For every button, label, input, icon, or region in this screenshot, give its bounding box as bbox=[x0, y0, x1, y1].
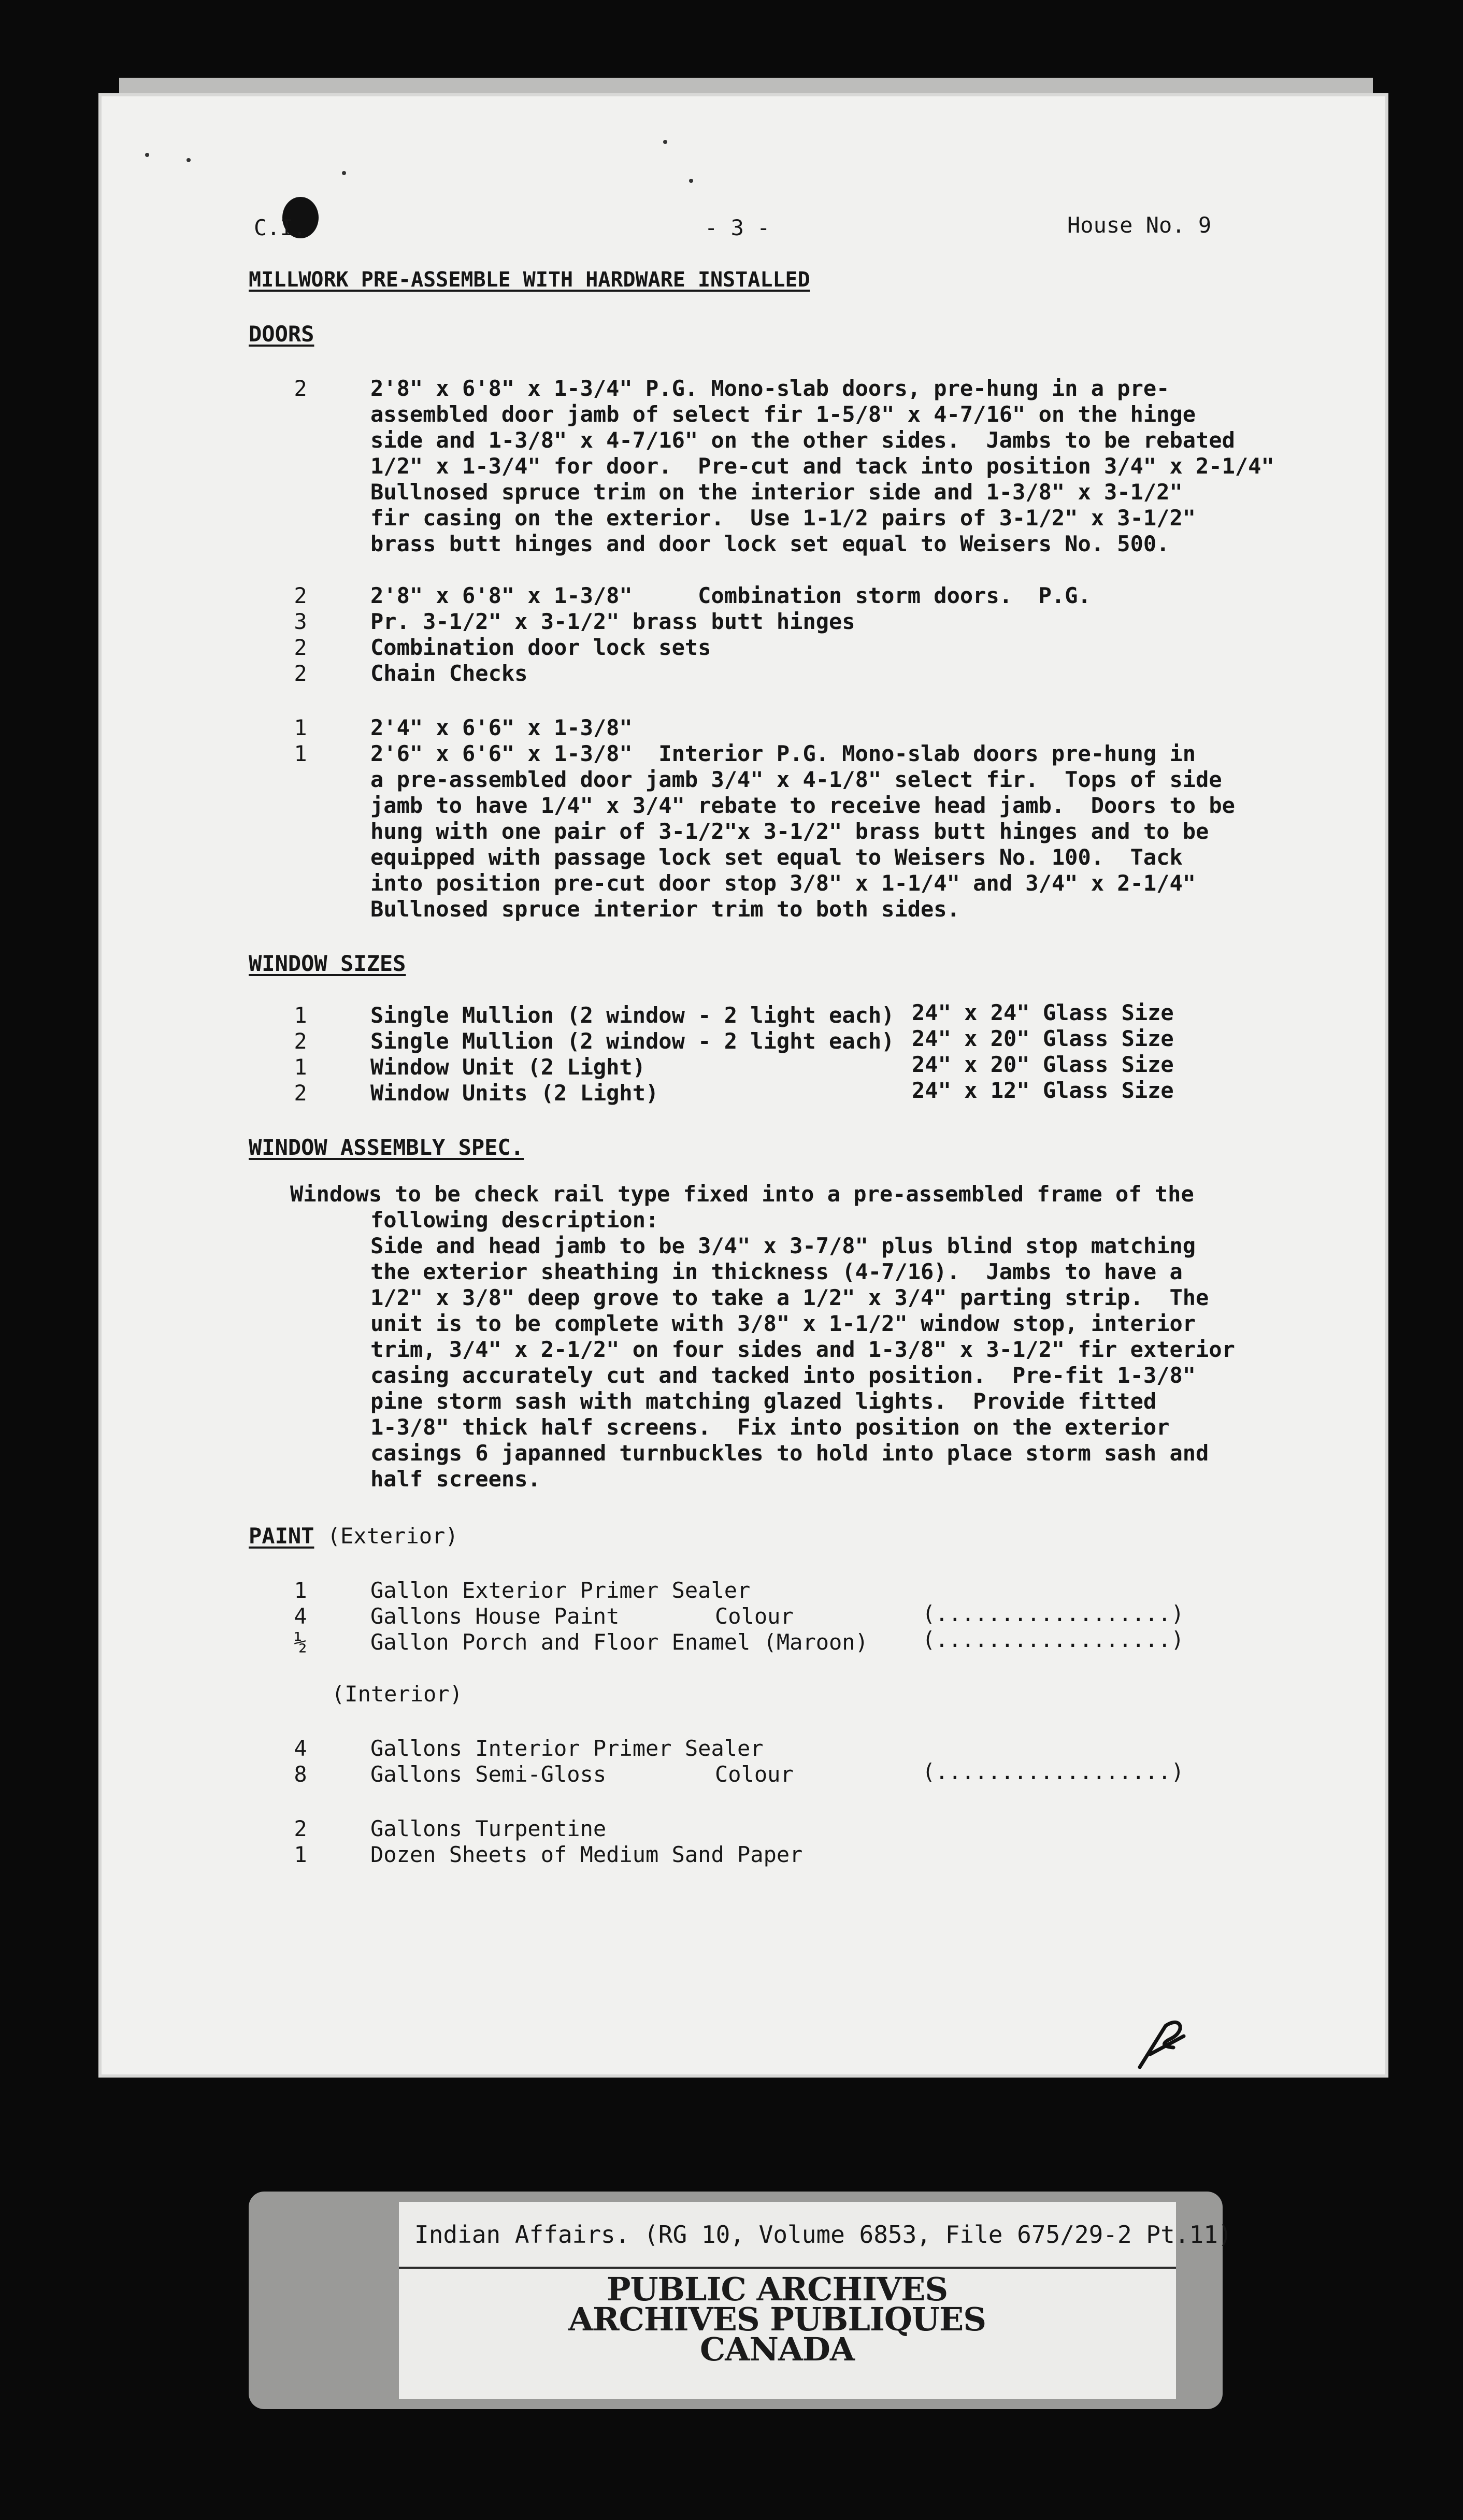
text-line: Bullnosed spruce interior trim to both sides. bbox=[370, 896, 960, 922]
archive-stamp bbox=[544, 2270, 1010, 2368]
list-item-text: 2'4" x 6'6" x 1-3/8" bbox=[370, 715, 633, 740]
list-item-qty: 1 bbox=[294, 741, 307, 766]
list-item-text: Combination door lock sets bbox=[370, 635, 711, 660]
paint-desc: Gallon Porch and Floor Enamel (Maroon) bbox=[370, 1629, 868, 1655]
text-line: brass butt hinges and door lock set equal to Weisers No. 500. bbox=[370, 531, 1170, 556]
text-line: casings 6 japanned turnbuckles to hold into place storm sash and bbox=[370, 1440, 1209, 1466]
window-row-qty: 1 bbox=[294, 1054, 307, 1080]
text-line: into position pre-cut door stop 3/8" x 1-1/4" and 3/4" x 2-1/4" bbox=[370, 870, 1196, 896]
house-number: House No. 9 bbox=[1067, 212, 1212, 238]
window-row-qty: 2 bbox=[294, 1080, 307, 1106]
window-assembly-heading: WINDOW ASSEMBLY SPEC. bbox=[249, 1135, 524, 1160]
paint-desc: Gallons House Paint bbox=[370, 1603, 620, 1629]
speck bbox=[663, 140, 667, 144]
text-line: side and 1-3/8" x 4-7/16" on the other sides. Jambs to be rebated bbox=[370, 427, 1235, 453]
text-line: Side and head jamb to be 3/4" x 3-7/8" plus blind stop matching bbox=[370, 1233, 1196, 1258]
page-number: - 3 - bbox=[705, 215, 770, 240]
paint-qty: 4 bbox=[294, 1736, 307, 1761]
paint-desc: Gallons Turpentine bbox=[370, 1816, 607, 1841]
text-line: hung with one pair of 3-1/2"x 3-1/2" brass butt hinges and to be bbox=[370, 819, 1209, 844]
page-title: MILLWORK PRE-ASSEMBLE WITH HARDWARE INSTALLED bbox=[249, 268, 810, 292]
paint-colour-label: Colour bbox=[715, 1762, 794, 1787]
paint-colour-label: Colour bbox=[715, 1603, 794, 1629]
text-line: Bullnosed spruce trim on the interior side and 1-3/8" x 3-1/2" bbox=[370, 479, 1183, 505]
speck bbox=[187, 158, 191, 162]
text-line: fir casing on the exterior. Use 1-1/2 pairs of 3-1/2" x 3-1/2" bbox=[370, 505, 1196, 531]
text-line: equipped with passage lock set equal to Weisers No. 100. Tack bbox=[370, 844, 1183, 870]
paint-colour-blank: (..................) bbox=[922, 1627, 1184, 1652]
paint-colour-blank: (..................) bbox=[922, 1601, 1184, 1626]
paint-desc: Gallons Interior Primer Sealer bbox=[370, 1736, 764, 1761]
paint-qty: 1 bbox=[294, 1578, 307, 1603]
window-row-size: 24" x 24" Glass Size bbox=[912, 1000, 1174, 1025]
text-line: 1/2" x 3/8" deep grove to take a 1/2" x 3/4" parting strip. The bbox=[370, 1285, 1209, 1310]
doors-item1-text bbox=[370, 376, 1293, 557]
list-item-text: Pr. 3-1/2" x 3-1/2" brass butt hinges bbox=[370, 609, 855, 634]
text-line: assembled door jamb of select fir 1-5/8" x 4-7/16" on the hinge bbox=[370, 402, 1196, 427]
text-line: pine storm sash with matching glazed lights. Provide fitted bbox=[370, 1388, 1157, 1414]
list-item-text: Chain Checks bbox=[370, 661, 528, 686]
paint-qty: 2 bbox=[294, 1816, 307, 1841]
text-line: 1-3/8" thick half screens. Fix into position on the exterior bbox=[370, 1414, 1170, 1440]
list-item-text: 2'8" x 6'8" x 1-3/8" Combination storm doors. P.G. bbox=[370, 583, 1091, 608]
stamp-line: PUBLIC ARCHIVES bbox=[606, 2270, 948, 2308]
text-line: 2'8" x 6'8" x 1-3/4" P.G. Mono-slab doors, pre-hung in a pre- bbox=[370, 376, 1170, 401]
handwritten-initial bbox=[1135, 2015, 1192, 2072]
window-row-size: 24" x 20" Glass Size bbox=[912, 1052, 1174, 1077]
speck bbox=[342, 171, 346, 175]
speck bbox=[689, 179, 693, 183]
paint-interior-label: (Interior) bbox=[332, 1681, 463, 1707]
archive-reference: Indian Affairs. (RG 10, Volume 6853, File 675/29-2 Pt.11) bbox=[414, 2221, 1232, 2249]
window-row-size: 24" x 20" Glass Size bbox=[912, 1026, 1174, 1051]
doors-heading: DOORS bbox=[249, 321, 314, 347]
window-row-desc: Window Unit (2 Light) bbox=[370, 1054, 646, 1080]
list-item-qty: 2 bbox=[294, 661, 307, 686]
speck bbox=[145, 153, 149, 157]
window-row-desc: Single Mullion (2 window - 2 light each) bbox=[370, 1003, 895, 1028]
text-line: following description: bbox=[370, 1207, 659, 1233]
paint-qty: 1 bbox=[294, 1842, 307, 1867]
window-row-qty: 2 bbox=[294, 1028, 307, 1054]
paint-heading-row bbox=[249, 1523, 458, 1549]
window-row-desc: Single Mullion (2 window - 2 light each) bbox=[370, 1028, 895, 1054]
paint-qty: 4 bbox=[294, 1603, 307, 1629]
text-line: a pre-assembled door jamb 3/4" x 4-1/8" select fir. Tops of side bbox=[370, 767, 1222, 792]
doors-item1-qty: 2 bbox=[294, 376, 307, 401]
paint-exterior-label: (Exterior) bbox=[327, 1523, 458, 1549]
list-item-qty: 2 bbox=[294, 635, 307, 660]
paint-qty: 8 bbox=[294, 1762, 307, 1787]
paint-heading: PAINT bbox=[249, 1523, 314, 1549]
stamp-line: ARCHIVES PUBLIQUES bbox=[568, 2300, 986, 2338]
window-assembly-intro: Windows to be check rail type fixed into a pre-assembled frame of the bbox=[290, 1181, 1194, 1207]
window-row-qty: 1 bbox=[294, 1003, 307, 1028]
text-line: half screens. bbox=[370, 1466, 541, 1492]
text-line: jamb to have 1/4" x 3/4" rebate to receive head jamb. Doors to be bbox=[370, 793, 1235, 818]
window-row-desc: Window Units (2 Light) bbox=[370, 1080, 659, 1106]
header-left: C.I. bbox=[254, 215, 307, 240]
text-line: casing accurately cut and tacked into position. Pre-fit 1-3/8" bbox=[370, 1363, 1196, 1388]
paint-desc: Gallon Exterior Primer Sealer bbox=[370, 1578, 751, 1603]
paint-desc: Gallons Semi-Gloss bbox=[370, 1762, 607, 1787]
text-line: unit is to be complete with 3/8" x 1-1/2" window stop, interior bbox=[370, 1311, 1196, 1336]
list-item-qty: 1 bbox=[294, 715, 307, 740]
stamp-line: CANADA bbox=[699, 2330, 855, 2368]
text-line: 2'6" x 6'6" x 1-3/8" Interior P.G. Mono-slab doors pre-hung in bbox=[370, 741, 1196, 766]
text-line: trim, 3/4" x 2-1/2" on four sides and 1-3/8" x 3-1/2" fir exterior bbox=[370, 1337, 1235, 1362]
window-sizes-heading: WINDOW SIZES bbox=[249, 951, 406, 976]
doors-interior-text bbox=[370, 741, 1293, 922]
list-item-qty: 3 bbox=[294, 609, 307, 634]
window-assembly-text bbox=[370, 1207, 1293, 1492]
paint-qty: ½ bbox=[294, 1629, 307, 1655]
text-line: the exterior sheathing in thickness (4-7/16). Jambs to have a bbox=[370, 1259, 1183, 1284]
window-row-size: 24" x 12" Glass Size bbox=[912, 1078, 1174, 1103]
paint-colour-blank: (..................) bbox=[922, 1759, 1184, 1784]
text-line: 1/2" x 1-3/4" for door. Pre-cut and tack into position 3/4" x 2-1/4" bbox=[370, 453, 1274, 479]
paint-desc: Dozen Sheets of Medium Sand Paper bbox=[370, 1842, 803, 1867]
list-item-qty: 2 bbox=[294, 583, 307, 608]
